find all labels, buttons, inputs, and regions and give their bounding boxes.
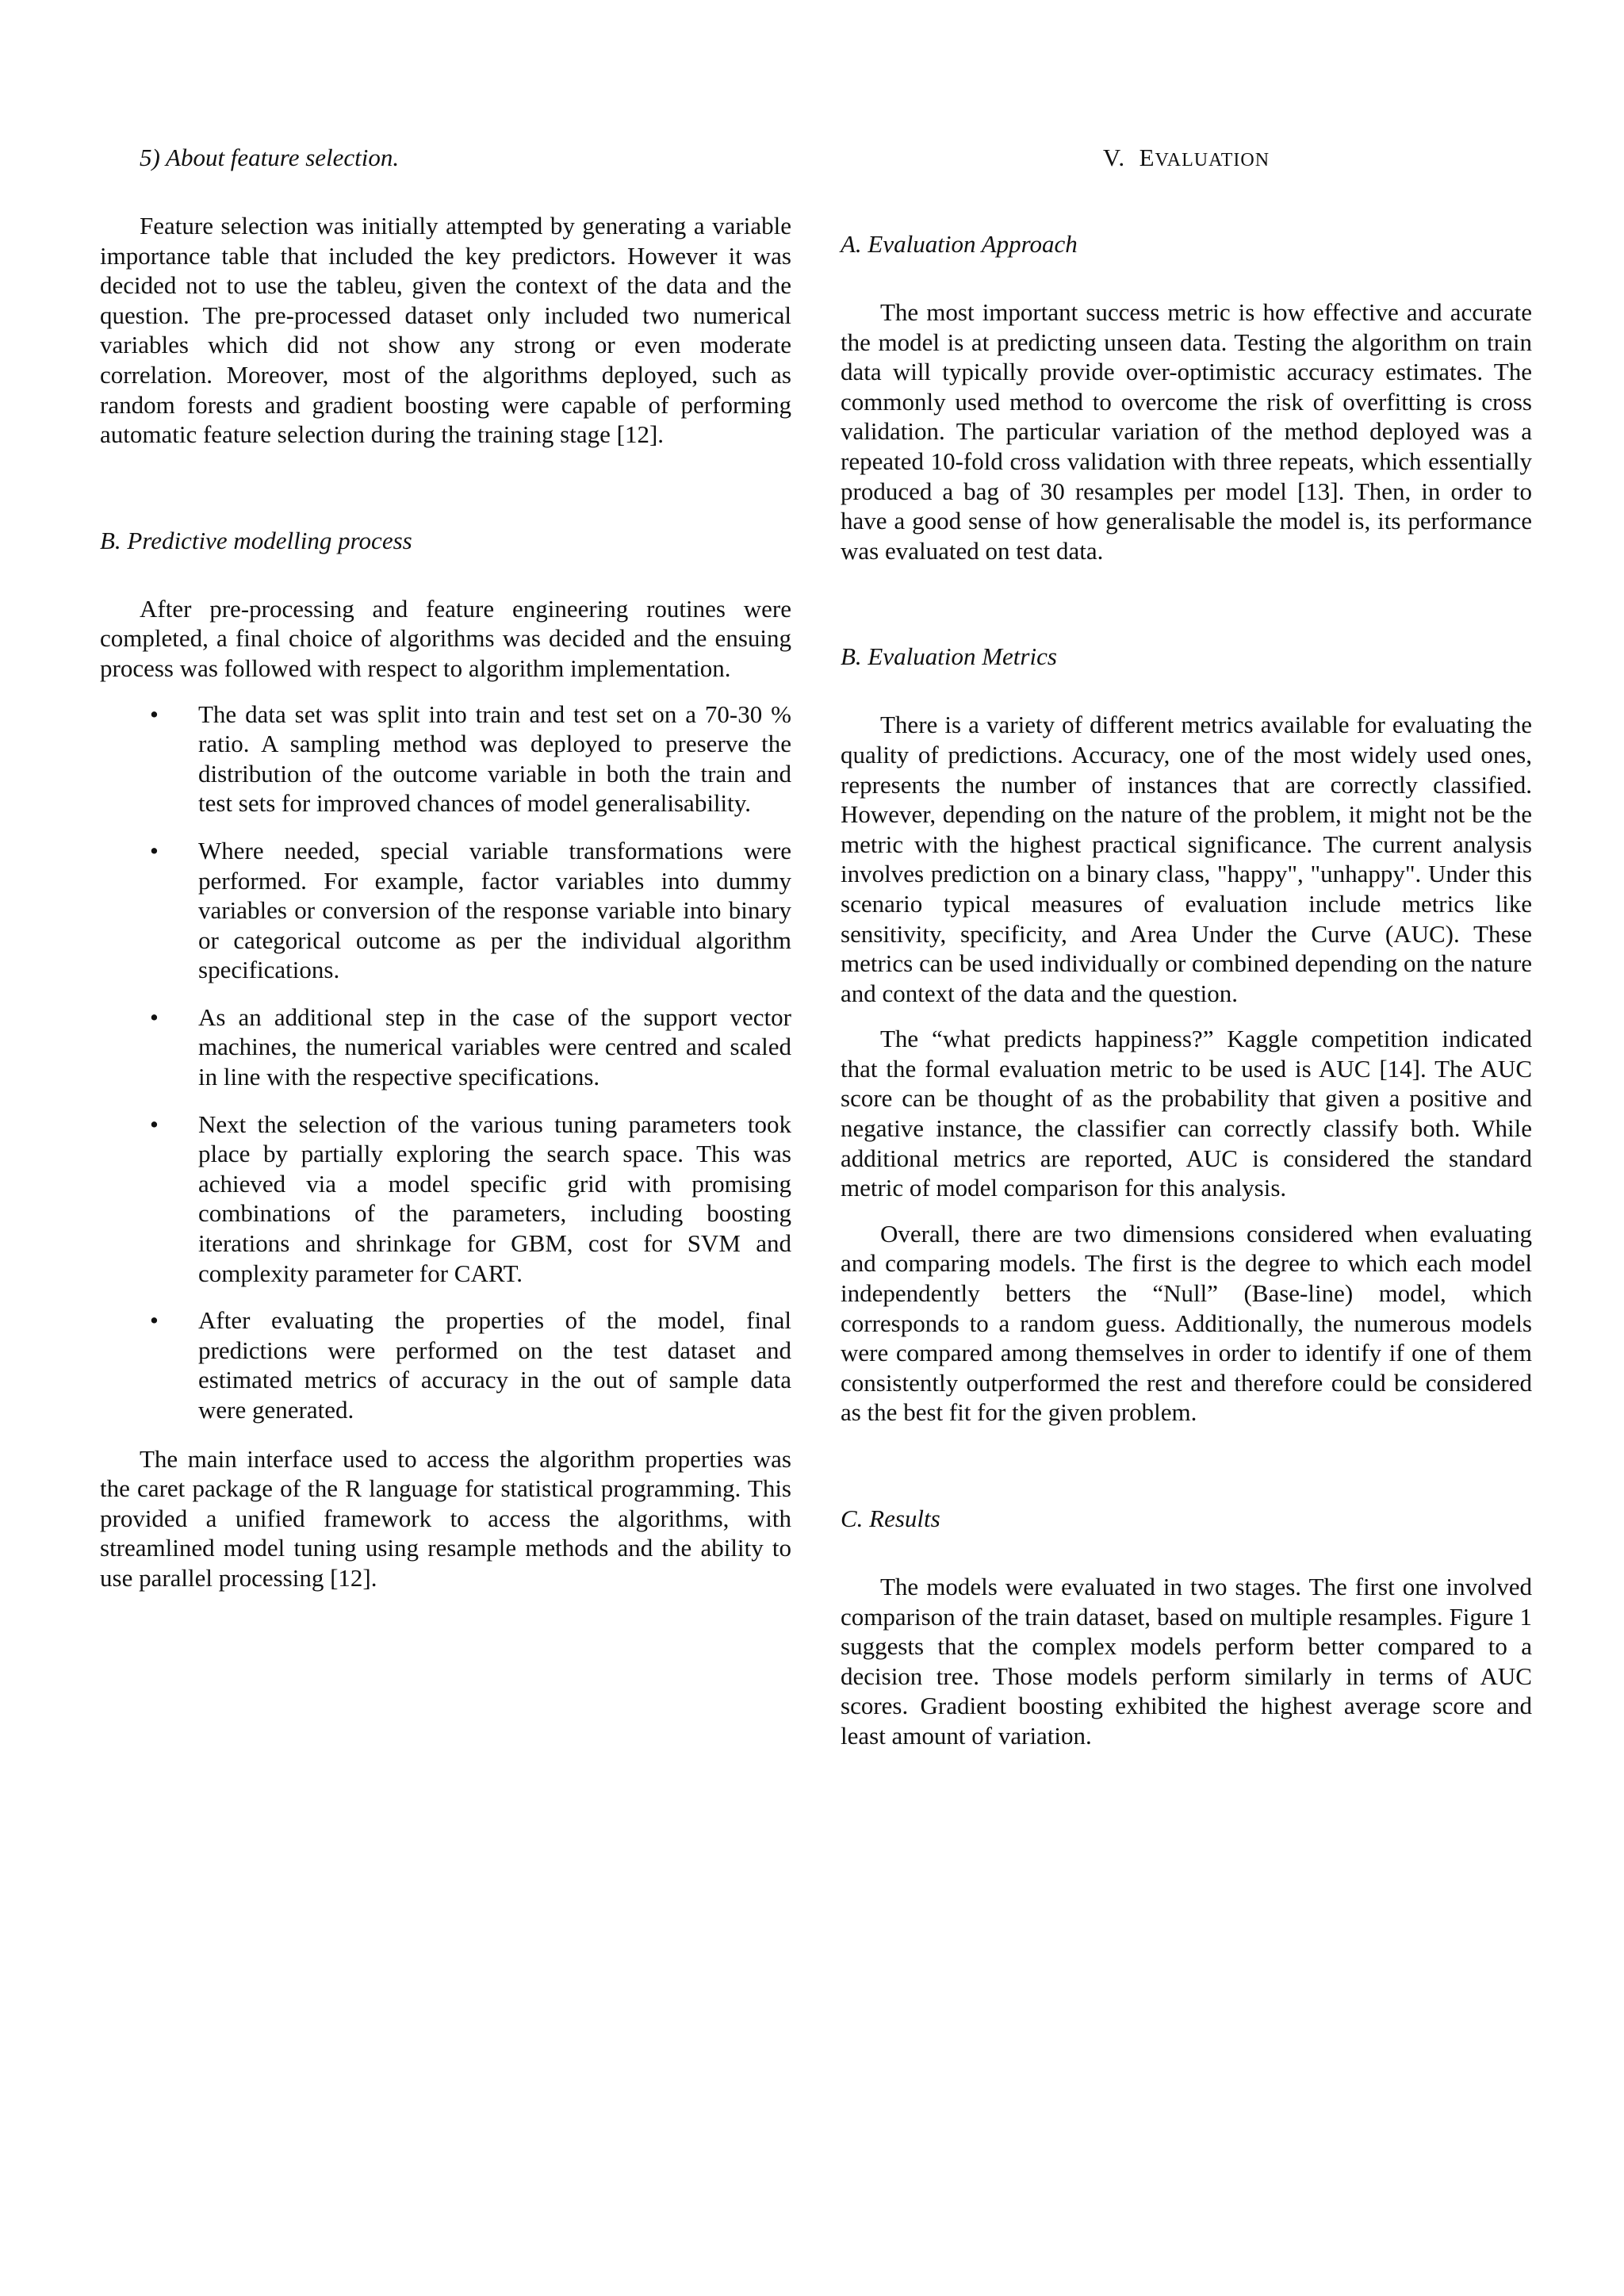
bullet-text: Next the selection of the various tuning parameters took place by partially exploring the search space. This was achieved via a model specific grid with promising combinations of the parameters, including boosting iterations and shrinkage for GBM, cost for SVM and complexity parameter for CART. — [198, 1110, 791, 1287]
bullet-text: As an additional step in the case of the support vector machines, the numerical variables were centred and scaled in line with the respective specifications. — [198, 1002, 791, 1091]
bullet-item — [100, 1002, 791, 1092]
bullet-icon: • — [150, 1002, 159, 1031]
feature-selection-paragraph: Feature selection was initially attempted by generating a variable importance table that included the key predictors. However it was decided not to use the tableu, given the context of the data and the question. The pre-processed dataset only included two numerical variables which did not show any strong or even moderate correlation. Moreover, most of the algorithms deployed, such as random forests and gradient boosting were capable of performing automatic feature selection during the training stage [12]. — [100, 212, 791, 449]
bullet-item — [100, 836, 791, 985]
bullet-text: The data set was split into train and test set on a 70-30 % ratio. A sampling method was deployed to preserve the distribution of the outcome variable in both the train and test sets for improved chances of model generalisability. — [198, 700, 791, 818]
bullet-item — [100, 1110, 791, 1289]
evaluation-metrics-paragraph-2: The “what predicts happiness?” Kaggle competition indicated that the formal evaluation metric to be used is AUC [14]. The AUC score can be thought of as the probability that given a positive and negative instance, the classifier can correctly classify both. While additional metrics are reported, AUC is considered the standard metric of model comparison for this analysis. — [841, 1025, 1532, 1202]
section-title-rest: VALUATION — [1155, 150, 1270, 171]
bullet-icon: • — [150, 1306, 159, 1335]
evaluation-approach-paragraph: The most important success metric is how effective and accurate the model is at predicting unseen data. Testing the algorithm on train data will typically provide over-optimistic accuracy estimates. The commonly used method to overcome the risk of overfitting is cross validation. The particular variation of the method deployed was a repeated 10-fold cross validation with three repeats, which essentially produced a bag of 30 resamples per model [13]. Then, in order to have a good sense of how generalisable the model is, its performance was evaluated on test data. — [841, 298, 1532, 565]
section-numeral: V. — [1102, 144, 1126, 171]
bullet-icon: • — [150, 1110, 159, 1138]
right-column — [841, 143, 1532, 1751]
predictive-modelling-paragraph: After pre-processing and feature engineering routines were completed, a final choice of algorithms was decided and the ensuing process was followed with respect to algorithm implementation. — [100, 594, 791, 682]
evaluation-metrics-paragraph-1: There is a variety of different metrics available for evaluating the quality of predictions. Accuracy, one of the most widely used ones, represents the number of instances that are correctly classified. However, depending on the nature of the problem, it might not be the metric with the highest practical significance. The current analysis involves prediction on a binary class, "happy", "unhappy". Under this scenario typical measures of evaluation include metrics like sensitivity, specificity, and Area Under the Curve (AUC). These metrics can be used individually or combined depending on the nature and context of the data and the question. — [841, 711, 1532, 1007]
bullet-item — [100, 700, 791, 818]
process-bullet-list — [100, 700, 791, 1425]
evaluation-section-heading — [841, 143, 1532, 175]
bullet-icon: • — [150, 836, 159, 864]
bullet-text: Where needed, special variable transformations were performed. For example, factor variables into dummy variables or conversion of the response variable into binary or categorical outcome as per the individual algorithm specifications. — [198, 836, 791, 984]
bullet-icon: • — [150, 700, 159, 728]
feature-selection-heading: 5) About feature selection. — [140, 144, 400, 171]
evaluation-metrics-paragraph-3: Overall, there are two dimensions considered when evaluating and comparing models. The first is the degree to which each model independently betters the “Null” (Base-line) model, which corresponds to a random guess. Additionally, the numerous models were compared among themselves in order to identify if one of them consistently outperformed the rest and therefore could be considered as the best fit for the given problem. — [841, 1219, 1532, 1427]
evaluation-approach-heading: A. Evaluation Approach — [841, 230, 1078, 258]
predictive-modelling-heading: B. Predictive modelling process — [100, 526, 412, 554]
interface-paragraph: The main interface used to access the algorithm properties was the caret package of the R language for statistical programming. This provided a unified framework to access the algorithms, with streamlined model tuning using resample methods and the ability to use parallel processing [12]. — [100, 1444, 791, 1592]
bullet-text: After evaluating the properties of the model, final predictions were performed on the test dataset and estimated metrics of accuracy in the out of sample data were generated. — [198, 1306, 791, 1424]
evaluation-metrics-heading: B. Evaluation Metrics — [841, 642, 1057, 671]
results-paragraph: The models were evaluated in two stages. The first one involved comparison of the train dataset, based on multiple resamples. Figure 1 suggests that the complex models perform better compared to a decision tree. Those models perform similarly in terms of AUC scores. Gradient boosting exhibited the highest average score and least amount of variation. — [841, 1573, 1532, 1750]
results-heading: C. Results — [841, 1504, 940, 1532]
section-title-initial: E — [1139, 144, 1155, 171]
bullet-item — [100, 1305, 791, 1424]
left-column — [100, 143, 791, 1593]
